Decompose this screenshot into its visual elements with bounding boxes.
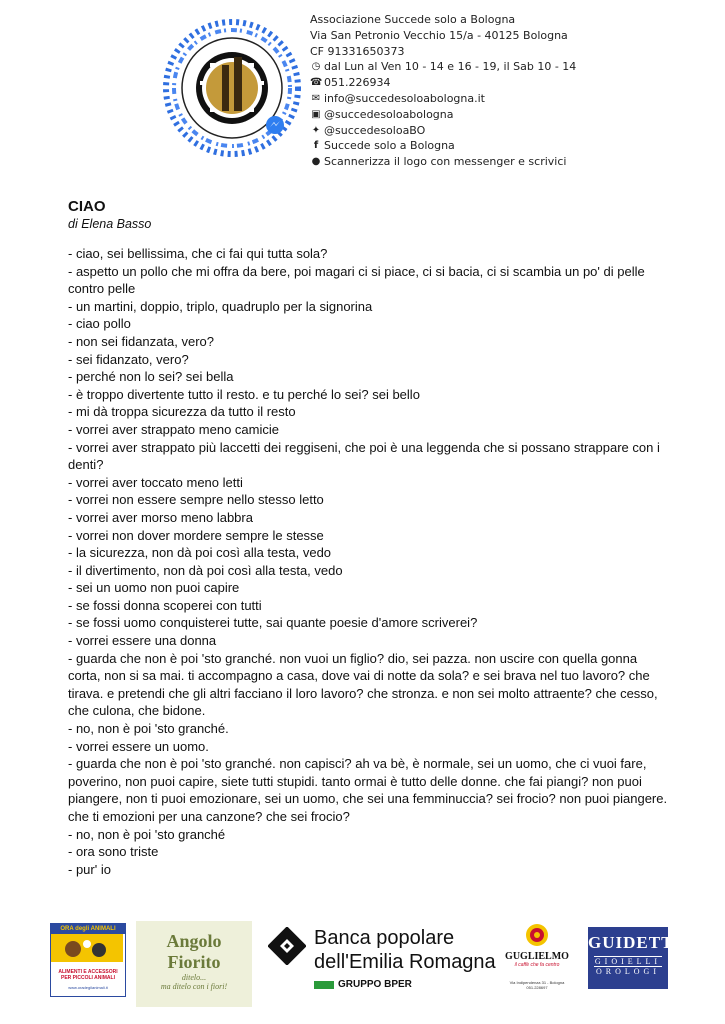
animals-icon <box>51 934 123 962</box>
sponsor-guidetti-line3: OROLOGI <box>596 967 660 976</box>
story-lines <box>68 245 668 878</box>
sponsor-bper[interactable] <box>268 925 496 995</box>
address: Via San Petronio Vecchio 15/a - 40125 Bologna <box>310 28 568 42</box>
phone-icon: ☎ <box>310 77 323 89</box>
story-line: - la sicurezza, non dà poi così alla testa, vedo <box>68 545 332 561</box>
sponsor-guglielmo-address: Via Indipendenza 31 - Bologna <box>509 980 565 985</box>
twitter-icon: ✦ <box>311 124 321 136</box>
story-line: - no, non è poi 'sto granché <box>68 826 226 842</box>
sponsor-guidetti-line2: GIOIELLI <box>594 957 662 966</box>
story-author: di Elena Basso <box>68 217 152 231</box>
sponsor-bper-line2: dell'Emilia Romagna <box>314 951 496 973</box>
bper-group-icon <box>314 981 334 989</box>
clock-icon: ◷ <box>311 61 321 73</box>
story-line: - no, non è poi 'sto granché. <box>68 721 229 737</box>
messenger-code-logo-icon <box>162 13 302 163</box>
story-line: - ora sono triste <box>68 844 159 860</box>
story-line: - vorrei aver strappato più laccetti dei reggiseni, che poi è una leggenda che si possano strappare con i denti? <box>68 439 660 473</box>
story-line: - vorrei non essere sempre nello stesso letto <box>68 492 324 508</box>
story-line: - non sei fidanzata, vero? <box>68 333 214 349</box>
twitter[interactable]: ✦ @succedesoloaBO <box>311 123 426 137</box>
opening-hours: ◷ dal Lun al Ven 10 - 14 e 16 - 19, il Sab 10 - 14 <box>311 60 577 74</box>
mail-icon: ✉ <box>311 92 321 104</box>
sponsor-ora-animali-url: www.oradegilanimali.it <box>68 985 108 990</box>
story-line: - sei fidanzato, vero? <box>68 351 189 367</box>
sponsor-angolo-fiorito[interactable] <box>136 921 252 1007</box>
messenger[interactable]: ● Scannerizza il logo con messenger e scrivici <box>311 155 567 169</box>
story-line: - vorrei essere un uomo. <box>68 738 209 754</box>
fiscal-code: CF 91331650373 <box>310 44 405 58</box>
story-line: - se fossi donna scoperei con tutti <box>68 597 262 613</box>
story-line: - è troppo divertente tutto il resto. e tu perché lo sei? sei bello <box>68 386 420 402</box>
sponsor-angolo-tag1: ditelo... <box>181 973 207 982</box>
story-line: - pur' io <box>68 861 111 877</box>
story-line: - guarda che non è poi 'sto granché. non vuoi un figlio? dio, sei pazza. non uscire con quella gonna corta, non si sa mai. ti accompagno a casa, dove vai di notte da sola? e sei brava nel tuo lavoro? che tirava. e pretendi che gli altri facciano il loro lavoro? che stronza. e non sei molto attraente? che cesso, che culona, che bidone. <box>68 650 658 719</box>
email[interactable]: ✉ info@succedesoloabologna.it <box>311 91 485 105</box>
sponsor-guglielmo-tagline: il caffè che fa centro <box>514 962 560 968</box>
sponsor-angolo-line2: Fiorito <box>167 952 221 972</box>
target-icon <box>525 923 549 947</box>
bper-logo-icon <box>268 927 306 965</box>
contact-info <box>310 12 710 170</box>
sponsor-ora-animali-title: ORA degli ANIMALI <box>51 924 125 934</box>
sponsor-ora-animali-line2: PER PICCOLI ANIMALI <box>61 975 115 981</box>
story-line: - guarda che non è poi 'sto granché. non capisci? ah va bè, è normale, sei un uomo, che ci vuoi fare, poverino, non puoi capire, siete tutti stupidi. tanto ormai è tutto delle donne. che fai piangi? non puoi piangere, non ti puoi emozionare, sei un uomo, che sei una femminuccia? sei frocio? non puoi piangere. che ti emozioni per una canzone? che sei frocio? <box>68 756 668 824</box>
sponsor-guglielmo-phone: 051.228697 <box>526 985 548 990</box>
org-name: Associazione Succede solo a Bologna <box>310 13 516 26</box>
story-line: - vorrei aver morso meno labbra <box>68 509 253 525</box>
sponsor-bar <box>0 915 725 1015</box>
sponsor-ora-animali-line1: ALIMENTI E ACCESSORI <box>58 969 118 975</box>
facebook-icon: f <box>313 140 319 152</box>
phone[interactable]: ☎ 051.226934 <box>310 76 391 90</box>
sponsor-guglielmo-name: GUGLIELMO <box>505 951 569 962</box>
story-line: - aspetto un pollo che mi offra da bere, poi magari ci si piace, ci si bacia, ci si scambia un po' di pelle contro pelle <box>68 263 645 297</box>
story-line: - ciao, sei bellissima, che ci fai qui tutta sola? <box>68 246 328 261</box>
story <box>68 198 668 878</box>
sponsor-bper-line1: Banca popolare <box>314 927 455 949</box>
story-line: - vorrei aver strappato meno camicie <box>68 421 279 437</box>
story-line: - vorrei non dover mordere sempre le stesse <box>68 527 324 543</box>
sponsor-bper-group: GRUPPO BPER <box>314 979 412 990</box>
story-line: - se fossi uomo conquisterei tutte, sai quante poesie d'amore scriverei? <box>68 615 478 631</box>
sponsor-angolo-line1: Angolo <box>166 931 222 951</box>
story-line: - vorrei essere una donna <box>68 633 217 649</box>
instagram[interactable]: ▣ @succedesoloabologna <box>311 107 454 121</box>
story-line: - mi dà troppa sicurezza da tutto il resto <box>68 404 296 420</box>
sponsor-angolo-tag2: ma ditelo con i fiori! <box>160 982 228 991</box>
sponsor-ora-animali[interactable] <box>50 923 126 997</box>
sponsor-guidetti-name: GUIDETTI <box>588 933 682 952</box>
messenger-icon: ● <box>311 156 321 168</box>
story-line: - il divertimento, non dà poi così alla testa, vedo <box>68 562 343 578</box>
story-line: - perché non lo sei? sei bella <box>68 369 234 385</box>
association-logo[interactable] <box>162 13 302 163</box>
story-line: - un martini, doppio, triplo, quadruplo per la signorina <box>68 298 373 314</box>
facebook[interactable]: f Succede solo a Bologna <box>310 138 710 154</box>
story-line: - ciao pollo <box>68 316 131 332</box>
instagram-icon: ▣ <box>311 108 321 120</box>
story-title: CIAO <box>68 198 106 215</box>
story-line: - vorrei aver toccato meno letti <box>68 474 243 490</box>
sponsor-guidetti[interactable] <box>588 927 682 989</box>
sponsor-guglielmo[interactable] <box>500 923 574 1003</box>
story-line: - sei un uomo non puoi capire <box>68 580 240 596</box>
